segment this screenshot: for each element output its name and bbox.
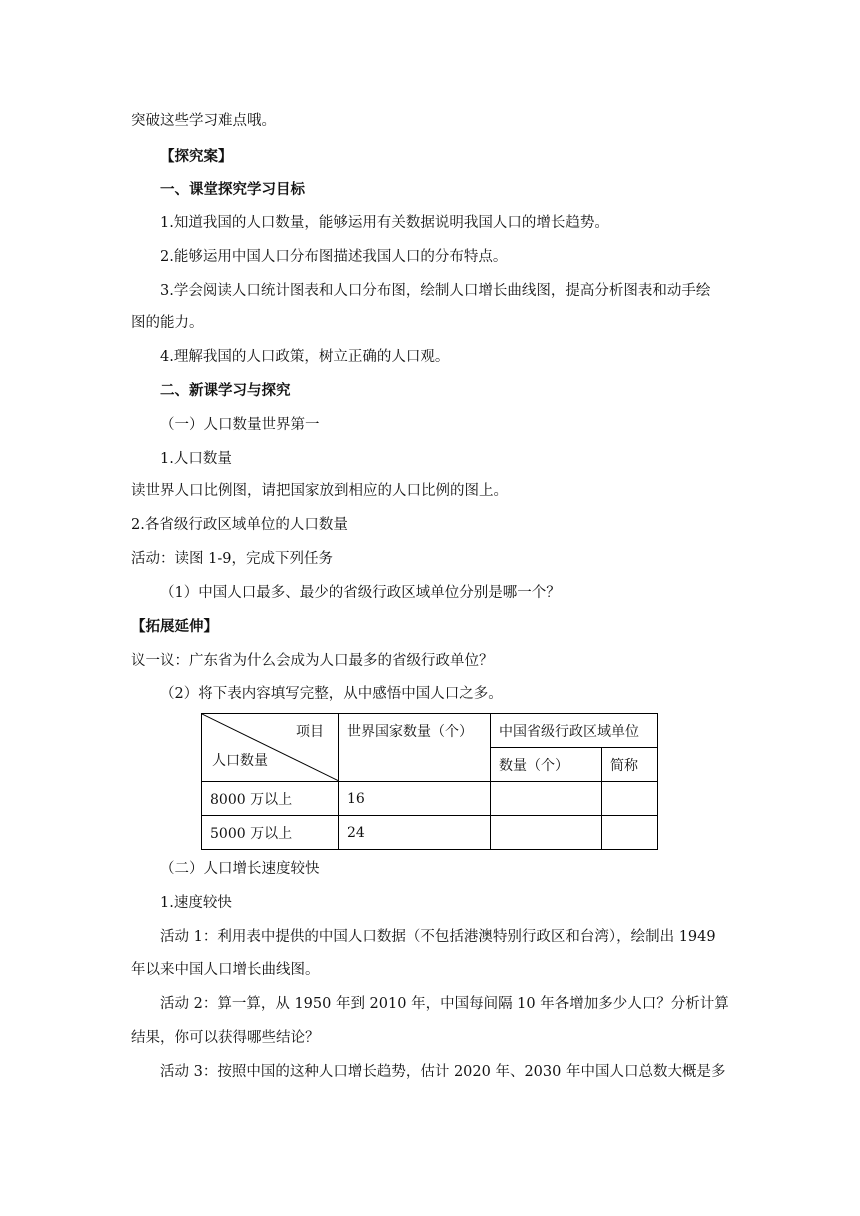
paragraph-text: 读世界人口比例图，请把国家放到相应的人口比例的图上。 bbox=[131, 483, 508, 499]
item-population-count: 1.人口数量 bbox=[160, 451, 232, 467]
discussion-text: 议一议：广东省为什么会成为人口最多的省级行政单位？ bbox=[131, 653, 494, 669]
goal-item-1: 1.知道我国的人口数量，能够运用有关数据说明我国人口的增长趋势。 bbox=[160, 215, 609, 231]
header-population: 人口数量 bbox=[212, 753, 268, 769]
section-heading-explore: 【探究案】 bbox=[160, 149, 233, 165]
activity-text: 活动：读图 1-9，完成下列任务 bbox=[131, 551, 333, 567]
table-diagonal-header bbox=[202, 714, 339, 782]
row-china-abbrev bbox=[602, 816, 658, 850]
activity-1-cont: 年以来中国人口增长曲线图。 bbox=[131, 962, 320, 978]
activity-1: 活动 1：利用表中提供的中国人口数据（不包括港澳特别行政区和台湾），绘制出 1949 bbox=[160, 929, 716, 945]
question-2: （2）将下表内容填写完整，从中感悟中国人口之多。 bbox=[160, 686, 503, 702]
paragraph-text: 突破这些学习难点哦。 bbox=[131, 113, 276, 129]
table-row bbox=[202, 782, 658, 816]
heading-new-lesson: 二、新课学习与探究 bbox=[160, 383, 291, 399]
header-count: 数量（个） bbox=[491, 748, 602, 782]
header-world-countries: 世界国家数量（个） bbox=[339, 714, 491, 782]
activity-3: 活动 3：按照中国的这种人口增长趋势，估计 2020 年、2030 年中国人口总数大概是多 bbox=[160, 1064, 726, 1080]
question-1: （1）中国人口最多、最少的省级行政区域单位分别是哪一个？ bbox=[160, 585, 561, 601]
row-china-count bbox=[491, 782, 602, 816]
row-china-abbrev bbox=[602, 782, 658, 816]
row-label: 8000 万以上 bbox=[202, 782, 339, 816]
population-table bbox=[201, 713, 658, 850]
goal-item-2: 2.能够运用中国人口分布图描述我国人口的分布特点。 bbox=[160, 249, 508, 265]
header-abbrev: 简称 bbox=[602, 748, 658, 782]
activity-2: 活动 2：算一算，从 1950 年到 2010 年，中国每间隔 10 年各增加多少人口？分析计算 bbox=[160, 996, 729, 1012]
row-china-count bbox=[491, 816, 602, 850]
header-china-provinces: 中国省级行政区域单位 bbox=[491, 714, 658, 748]
activity-2-cont: 结果，你可以获得哪些结论？ bbox=[131, 1030, 320, 1046]
subheading-population-first: （一）人口数量世界第一 bbox=[160, 417, 320, 433]
row-world-count: 16 bbox=[339, 782, 491, 816]
header-item: 项目 bbox=[296, 724, 324, 740]
goal-item-3-cont: 图的能力。 bbox=[131, 315, 204, 331]
subheading-growth: （二）人口增长速度较快 bbox=[160, 861, 320, 877]
item-speed: 1.速度较快 bbox=[160, 895, 232, 911]
heading-learning-goals: 一、课堂探究学习目标 bbox=[160, 182, 305, 198]
item-provincial-population: 2.各省级行政区域单位的人口数量 bbox=[131, 517, 348, 533]
goal-item-4: 4.理解我国的人口政策，树立正确的人口观。 bbox=[160, 349, 450, 365]
goal-item-3: 3.学会阅读人口统计图表和人口分布图，绘制人口增长曲线图，提高分析图表和动手绘 bbox=[160, 283, 711, 299]
section-heading-extension: 【拓展延伸】 bbox=[131, 619, 218, 635]
table-row bbox=[202, 816, 658, 850]
row-world-count: 24 bbox=[339, 816, 491, 850]
row-label: 5000 万以上 bbox=[202, 816, 339, 850]
